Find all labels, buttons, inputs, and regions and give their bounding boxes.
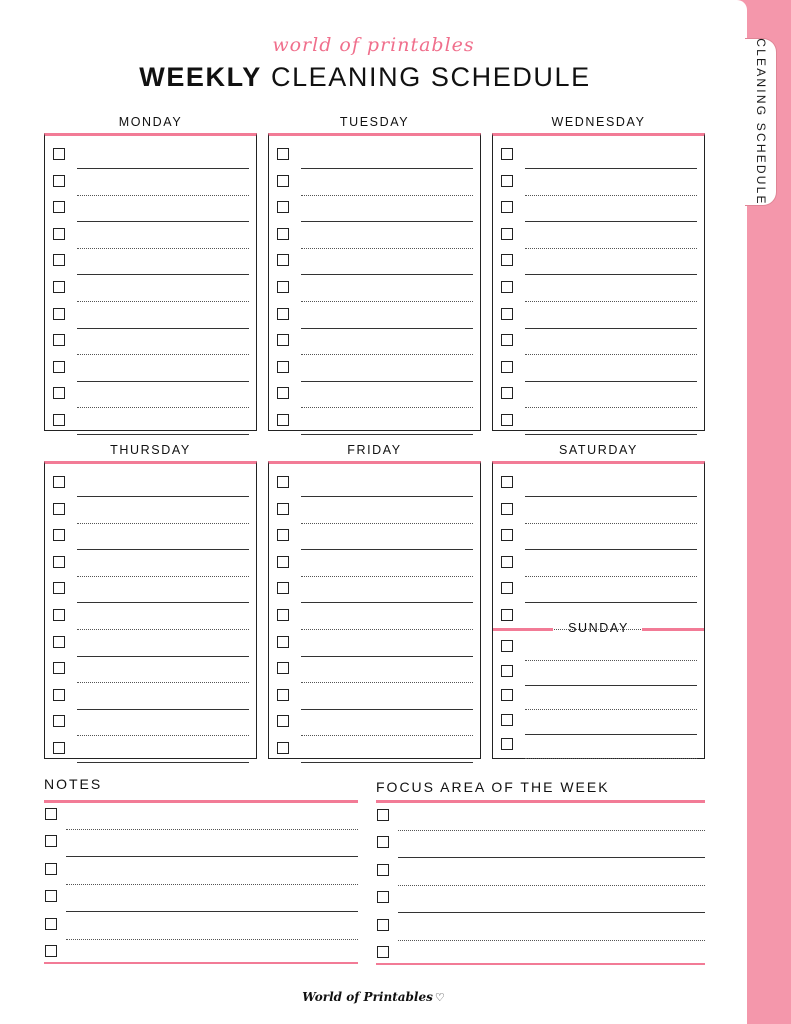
note-row: [376, 914, 705, 941]
task-row: [277, 576, 473, 603]
checkbox[interactable]: [501, 281, 513, 293]
footer-text: World of Printables: [302, 990, 433, 1004]
task-row: [277, 222, 473, 249]
checkbox[interactable]: [501, 556, 513, 568]
day-task-box: [44, 461, 257, 759]
checkbox[interactable]: [53, 387, 65, 399]
checkbox[interactable]: [45, 863, 57, 875]
checkbox[interactable]: [377, 864, 389, 876]
day-tuesday: [268, 115, 481, 431]
day-task-box: [268, 133, 481, 431]
checkbox[interactable]: [53, 228, 65, 240]
checkbox[interactable]: [277, 334, 289, 346]
task-row: [53, 275, 249, 302]
checkbox[interactable]: [277, 503, 289, 515]
write-line[interactable]: [525, 434, 697, 435]
day-label: FRIDAY: [347, 443, 402, 457]
checkbox[interactable]: [277, 254, 289, 266]
task-row: [501, 195, 697, 222]
focus-header-bar: [376, 800, 705, 803]
checkbox[interactable]: [501, 148, 513, 160]
side-tab[interactable]: [745, 38, 777, 206]
note-row: [44, 858, 358, 885]
task-row: [501, 683, 697, 710]
checkbox[interactable]: [53, 556, 65, 568]
task-row: [277, 683, 473, 710]
focus-section: [376, 779, 705, 969]
task-row: [53, 736, 249, 763]
checkbox[interactable]: [277, 529, 289, 541]
checkbox[interactable]: [277, 308, 289, 320]
task-row: [277, 195, 473, 222]
task-row: [501, 523, 697, 550]
checkbox[interactable]: [45, 835, 57, 847]
day-monday: [44, 115, 257, 431]
checkbox[interactable]: [501, 387, 513, 399]
task-row: [53, 470, 249, 497]
day-task-box: [492, 133, 705, 431]
checkbox[interactable]: [277, 636, 289, 648]
task-row: [501, 408, 697, 435]
checkbox[interactable]: [53, 609, 65, 621]
task-row: [501, 550, 697, 577]
checkbox[interactable]: [501, 308, 513, 320]
checkbox[interactable]: [501, 714, 513, 726]
task-row: [277, 328, 473, 355]
task-row: [501, 142, 697, 169]
checkbox[interactable]: [501, 640, 513, 652]
note-row: [44, 830, 358, 857]
task-row: [501, 381, 697, 408]
checkbox[interactable]: [53, 582, 65, 594]
checkbox[interactable]: [277, 556, 289, 568]
task-row: [277, 709, 473, 736]
task-row: [501, 355, 697, 382]
note-row: [376, 886, 705, 913]
title-bold: WEEKLY: [139, 62, 262, 92]
day-thursday: [44, 443, 257, 759]
checkbox[interactable]: [53, 662, 65, 674]
write-line[interactable]: [525, 758, 697, 759]
checkbox[interactable]: [501, 334, 513, 346]
day-task-box: [44, 133, 257, 431]
checkbox[interactable]: [277, 387, 289, 399]
day-label: SATURDAY: [558, 443, 638, 457]
day-task-box: [492, 461, 705, 759]
checkbox[interactable]: [501, 175, 513, 187]
task-row: [53, 497, 249, 524]
checkbox[interactable]: [53, 281, 65, 293]
checkbox[interactable]: [277, 414, 289, 426]
checkbox[interactable]: [45, 890, 57, 902]
checkbox[interactable]: [277, 175, 289, 187]
section-bottom-bar: [376, 963, 705, 965]
checkbox[interactable]: [53, 503, 65, 515]
checkbox[interactable]: [501, 665, 513, 677]
checkbox[interactable]: [501, 414, 513, 426]
side-tab-label: CLEANING SCHEDULE: [753, 38, 768, 206]
checkbox[interactable]: [277, 361, 289, 373]
checkbox[interactable]: [277, 689, 289, 701]
checkbox[interactable]: [277, 742, 289, 754]
checkbox[interactable]: [53, 742, 65, 754]
task-row: [53, 656, 249, 683]
title-rest: CLEANING SCHEDULE: [270, 62, 591, 92]
task-row: [501, 732, 697, 759]
task-row: [501, 302, 697, 329]
brand-script-heading: world of printables: [272, 34, 475, 56]
checkbox[interactable]: [53, 689, 65, 701]
checkbox[interactable]: [53, 476, 65, 488]
task-row: [501, 497, 697, 524]
task-row: [53, 302, 249, 329]
checkbox[interactable]: [277, 609, 289, 621]
checkbox[interactable]: [277, 281, 289, 293]
note-row: [44, 803, 358, 830]
task-row: [53, 328, 249, 355]
checkbox[interactable]: [501, 609, 513, 621]
task-row: [501, 169, 697, 196]
day-label: THURSDAY: [110, 443, 191, 457]
checkbox[interactable]: [53, 201, 65, 213]
task-row: [501, 634, 697, 661]
checkbox[interactable]: [501, 254, 513, 266]
page-title: [0, 62, 730, 93]
notes-label: NOTES: [44, 776, 103, 792]
checkbox[interactable]: [277, 715, 289, 727]
task-row: [277, 630, 473, 657]
task-row: [277, 523, 473, 550]
task-row: [277, 656, 473, 683]
task-row: [277, 550, 473, 577]
checkbox[interactable]: [277, 201, 289, 213]
checkbox[interactable]: [277, 662, 289, 674]
checkbox[interactable]: [53, 334, 65, 346]
task-row: [277, 408, 473, 435]
checkbox[interactable]: [53, 414, 65, 426]
task-row: [277, 169, 473, 196]
write-line[interactable]: [77, 762, 249, 763]
note-row: [376, 804, 705, 831]
task-row: [53, 576, 249, 603]
task-row: [53, 603, 249, 630]
task-row: [53, 709, 249, 736]
task-row: [277, 355, 473, 382]
task-row: [501, 248, 697, 275]
task-row: [53, 683, 249, 710]
checkbox[interactable]: [377, 836, 389, 848]
task-row: [53, 169, 249, 196]
checkbox[interactable]: [53, 148, 65, 160]
section-bottom-bar: [44, 962, 358, 964]
task-row: [277, 381, 473, 408]
checkbox[interactable]: [501, 738, 513, 750]
checkbox[interactable]: [501, 503, 513, 515]
task-row: [53, 355, 249, 382]
task-row: [501, 708, 697, 735]
checkbox[interactable]: [53, 175, 65, 187]
note-row: [376, 831, 705, 858]
checkbox[interactable]: [53, 308, 65, 320]
checkbox[interactable]: [501, 689, 513, 701]
task-row: [501, 659, 697, 686]
checkbox[interactable]: [277, 148, 289, 160]
write-line[interactable]: [301, 434, 473, 435]
checkbox[interactable]: [277, 582, 289, 594]
task-row: [277, 248, 473, 275]
day-label: MONDAY: [118, 115, 183, 129]
checkbox[interactable]: [501, 476, 513, 488]
day-label: WEDNESDAY: [551, 115, 646, 129]
heart-outline-icon: ♡: [434, 991, 445, 1004]
task-row: [53, 381, 249, 408]
note-row: [376, 859, 705, 886]
checkbox[interactable]: [377, 946, 389, 958]
task-row: [53, 523, 249, 550]
focus-label: FOCUS AREA OF THE WEEK: [376, 779, 610, 795]
checkbox[interactable]: [501, 361, 513, 373]
day-label: SUNDAY: [568, 621, 629, 635]
task-row: [53, 195, 249, 222]
note-row: [44, 913, 358, 940]
checkbox[interactable]: [377, 919, 389, 931]
checkbox[interactable]: [501, 529, 513, 541]
task-row: [501, 275, 697, 302]
checkbox[interactable]: [45, 918, 57, 930]
checkbox[interactable]: [501, 582, 513, 594]
checkbox[interactable]: [377, 809, 389, 821]
checkbox[interactable]: [53, 529, 65, 541]
note-row: [44, 885, 358, 912]
task-row: [277, 302, 473, 329]
day-label: TUESDAY: [339, 115, 410, 129]
day-saturday: [492, 443, 705, 759]
day-task-box: [268, 461, 481, 759]
task-row: [53, 630, 249, 657]
task-row: [277, 142, 473, 169]
task-row: [501, 470, 697, 497]
day-wednesday: [492, 115, 705, 431]
task-row: [53, 222, 249, 249]
write-line[interactable]: [301, 762, 473, 763]
task-row: [501, 576, 697, 603]
checkbox[interactable]: [377, 891, 389, 903]
checkbox[interactable]: [277, 228, 289, 240]
checkbox[interactable]: [53, 254, 65, 266]
task-row: [53, 408, 249, 435]
checkbox[interactable]: [277, 476, 289, 488]
task-row: [277, 736, 473, 763]
footer-brand: [0, 990, 747, 1004]
task-row: [277, 470, 473, 497]
checkbox[interactable]: [501, 201, 513, 213]
task-row: [53, 142, 249, 169]
task-row: [277, 603, 473, 630]
checkbox[interactable]: [53, 361, 65, 373]
task-row: [501, 222, 697, 249]
task-row: [501, 328, 697, 355]
checkbox[interactable]: [53, 636, 65, 648]
task-row: [53, 550, 249, 577]
checkbox[interactable]: [45, 808, 57, 820]
day-friday: [268, 443, 481, 759]
task-row: [277, 275, 473, 302]
write-line[interactable]: [77, 434, 249, 435]
task-row: [277, 497, 473, 524]
notes-section: [44, 776, 358, 966]
checkbox[interactable]: [53, 715, 65, 727]
task-row: [53, 248, 249, 275]
checkbox[interactable]: [501, 228, 513, 240]
checkbox[interactable]: [45, 945, 57, 957]
